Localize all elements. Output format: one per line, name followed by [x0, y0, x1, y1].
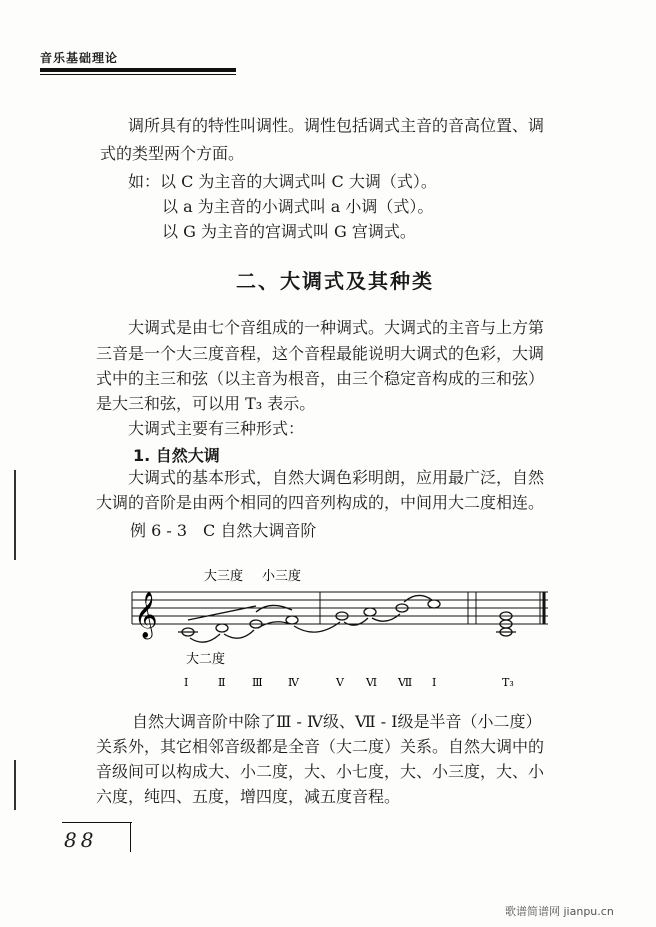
subsection-heading: 1. 自然大调: [133, 446, 220, 465]
note-c-high: [428, 600, 440, 608]
paragraph-line: 大调的音阶是由两个相同的四音列构成的，中间用大二度相连。: [96, 493, 545, 512]
minor-third-arc: [256, 605, 292, 612]
paragraph-line: 大调式主要有三种形式：: [128, 419, 305, 438]
label-minor-third: 小三度: [262, 569, 302, 584]
degree-label: Ⅴ: [336, 676, 344, 689]
slur: [190, 634, 220, 642]
paragraph-line: 大调式是由七个音组成的一种调式。大调式的主音与上方第: [128, 318, 545, 337]
paragraph-line: 大调式的基本形式，自然大调色彩明朗，应用最广泛，自然: [128, 468, 545, 487]
paragraph-line: 六度，纯四、五度，增四度，减五度音程。: [96, 787, 401, 806]
paragraph-line: 调所具有的特性叫调性。调性包括调式主音的音高位置、调: [128, 116, 545, 135]
example-label: 例 6 - 3 C 自然大调音阶: [130, 521, 317, 540]
degree-label: Ⅲ: [252, 676, 263, 689]
paragraph-line: 音级间可以构成大、小二度，大、小七度，大、小三度，大、小: [96, 762, 545, 781]
scan-edge-mark: [14, 470, 16, 560]
degree-label: Ⅶ: [398, 676, 413, 689]
example-line: 如：以 C 为主音的大调式叫 C 大调（式）。: [128, 172, 437, 191]
page-number: 88: [64, 828, 98, 852]
section-heading: 二、大调式及其种类: [236, 269, 434, 293]
degree-label: Ⅰ: [184, 676, 189, 689]
note-a: [364, 608, 376, 616]
paragraph-line: 是大三和弦，可以用 T₃ 表示。: [96, 394, 316, 413]
scan-edge-mark: [14, 760, 16, 810]
paragraph-line: 三音是一个大三度音程，这个音程最能说明大调式的色彩，大调: [96, 344, 545, 363]
degree-label: Ⅱ: [218, 676, 226, 689]
watermark: 歌谱简谱网 jianpu.cn: [505, 905, 614, 918]
paragraph-line: 式中的主三和弦（以主音为根音，由三个稳定音构成的三和弦）: [96, 369, 545, 388]
degree-label: Ⅳ: [288, 676, 299, 689]
c-major-scale-notation: [120, 560, 560, 692]
degree-label: Ⅵ: [366, 676, 378, 689]
example-line: 以 G 为主音的宫调式叫 G 宫调式。: [162, 222, 416, 241]
note-d: [216, 624, 228, 632]
paragraph-line: 关系外，其它相邻音级都是全音（大二度）关系。自然大调中的: [96, 737, 545, 756]
header-rule-thick: [40, 68, 236, 72]
paragraph-line: 自然大调音阶中除了Ⅲ - Ⅳ级、Ⅶ - Ⅰ级是半音（小二度）: [132, 712, 542, 731]
page-number-tick: [130, 822, 131, 852]
label-major-second: 大二度: [186, 652, 226, 667]
label-major-third: 大三度: [204, 569, 244, 584]
paragraph-line: 式的类型两个方面。: [100, 144, 245, 163]
page-number-rule: [62, 822, 132, 823]
header-rule-thin: [40, 74, 236, 75]
running-head: 音乐基础理论: [40, 51, 119, 65]
degree-label: Ⅰ: [432, 676, 437, 689]
degree-label: T₃: [502, 676, 514, 689]
example-line: 以 a 为主音的小调式叫 a 小调（式）。: [162, 197, 434, 216]
treble-clef-icon: 𝄞: [134, 592, 158, 638]
